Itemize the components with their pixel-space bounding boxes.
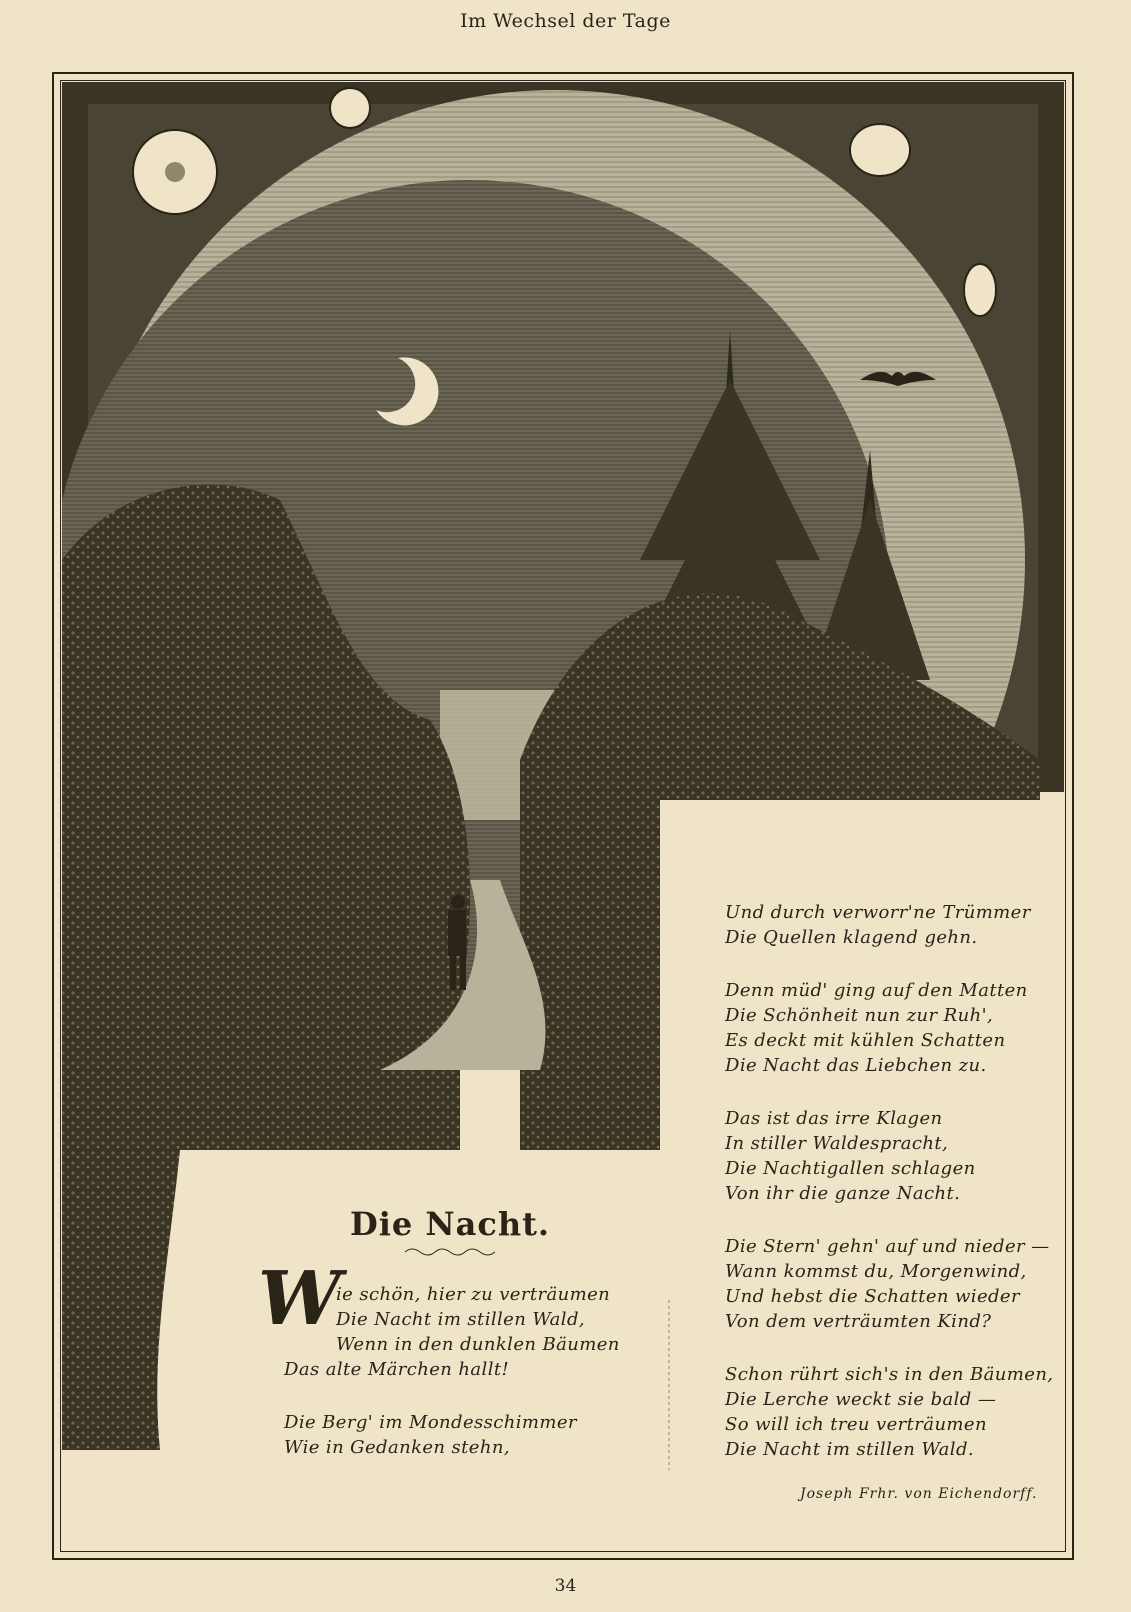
- verse-line: Und durch verworr'ne Trümmer: [725, 902, 1031, 923]
- verse-line: Die Nacht das Liebchen zu.: [725, 1055, 987, 1076]
- stanza: [725, 1362, 1053, 1462]
- stanza: [725, 1234, 1053, 1334]
- verse-line: So will ich treu verträumen: [725, 1414, 987, 1435]
- stanza: [725, 1106, 1053, 1206]
- verse-line: Und hebst die Schatten wieder: [725, 1286, 1020, 1307]
- verse-line: In stiller Waldespracht,: [725, 1133, 949, 1154]
- verse-line: Die Berg' im Mondesschimmer: [284, 1412, 577, 1433]
- verse-line: Wie in Gedanken stehn,: [284, 1437, 510, 1458]
- drop-cap: W: [258, 1256, 342, 1342]
- author-signature: Joseph Frhr. von Eichendorff.: [800, 1486, 1038, 1502]
- verse-line: Das ist das irre Klagen: [725, 1108, 943, 1129]
- stanza: [284, 1410, 620, 1460]
- verse-line: Die Nacht im stillen Wald.: [725, 1439, 974, 1460]
- verse-line: Die Lerche weckt sie bald —: [725, 1389, 997, 1410]
- verse-line: ie schön, hier zu verträumen: [336, 1284, 611, 1305]
- verse-line: Schon rührt sich's in den Bäumen,: [725, 1364, 1054, 1385]
- page-number: 34: [554, 1576, 577, 1596]
- verse-line: Die Quellen klagend gehn.: [725, 927, 978, 948]
- verse-line: Wann kommst du, Morgenwind,: [725, 1261, 1027, 1282]
- verse-line: Das alte Märchen hallt!: [284, 1359, 510, 1380]
- verse-line: Die Nachtigallen schlagen: [725, 1158, 976, 1179]
- verse-line: Die Schönheit nun zur Ruh',: [725, 1005, 994, 1026]
- stanza: [725, 900, 1053, 950]
- verse-line: Von dem verträumten Kind?: [725, 1311, 992, 1332]
- stanza: [725, 978, 1053, 1078]
- stanza: [284, 1282, 620, 1382]
- verse-line: Denn müd' ging auf den Matten: [725, 980, 1028, 1001]
- left-column: [284, 1282, 620, 1460]
- verse-line: Es deckt mit kühlen Schatten: [725, 1030, 1006, 1051]
- right-column: [725, 900, 1053, 1462]
- title-ornament: [405, 1248, 495, 1256]
- running-title: Im Wechsel der Tage: [460, 10, 671, 32]
- poem-title: Die Nacht.: [349, 1205, 551, 1243]
- column-rule: [668, 1300, 670, 1470]
- verse-line: Wenn in den dunklen Bäumen: [336, 1334, 620, 1355]
- verse-line: Die Stern' gehn' auf und nieder —: [725, 1236, 1050, 1257]
- verse-line: Die Nacht im stillen Wald,: [336, 1309, 585, 1330]
- verse-line: Von ihr die ganze Nacht.: [725, 1183, 961, 1204]
